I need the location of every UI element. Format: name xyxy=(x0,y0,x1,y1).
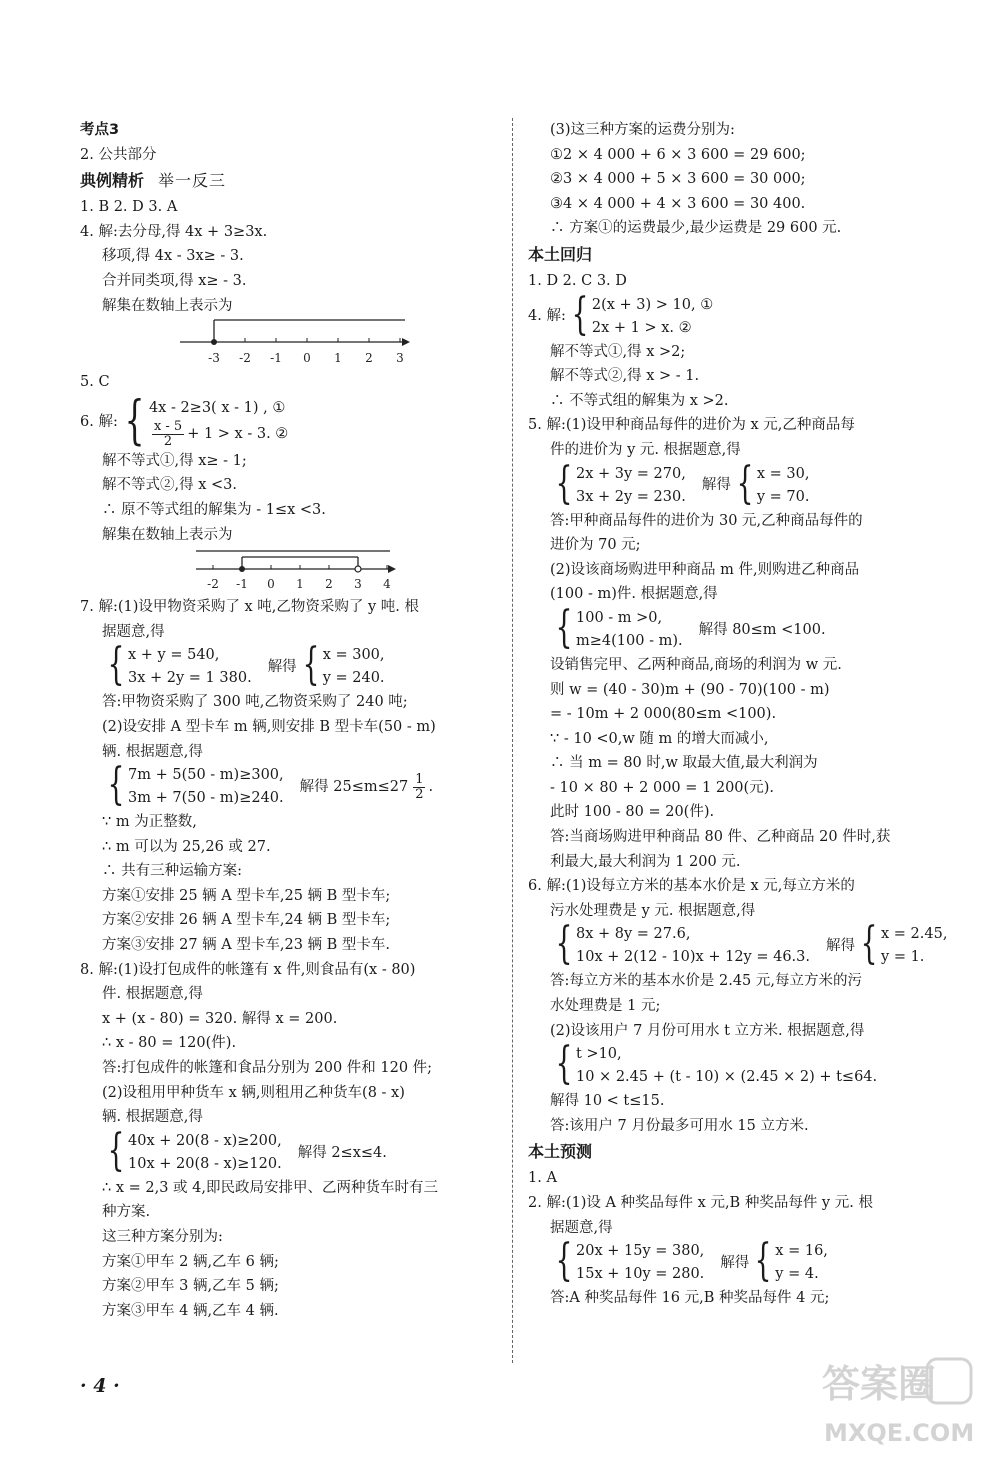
q5-line: 则 w = (40 - 30)m + (90 - 70)(100 - m) xyxy=(550,681,830,698)
q6-ineq-1: 4x - 2≥3( x - 1) , ① xyxy=(148,399,286,416)
q8-line: 种方案. xyxy=(102,1204,151,1221)
q5-line: - 10 × 80 + 2 000 = 1 200(元). xyxy=(550,779,774,796)
q6-line: 解集在数轴上表示为 xyxy=(102,526,233,543)
q7-line: 据题意,得 xyxy=(102,623,165,640)
tick-label: -3 xyxy=(208,351,220,366)
watermark-url: MXQE.COM xyxy=(824,1419,975,1447)
q8-line: (2)设租用甲种货车 x 辆,则租用乙种货车(8 - x) xyxy=(102,1084,405,1101)
q7-line: 7. 解:(1)设甲物资采购了 x 吨,乙物资采购了 y 吨. 根 xyxy=(80,599,419,616)
q5-line: ∵ - 10 <0,w 随 m 的增大而减小, xyxy=(550,730,769,747)
q5-line: = - 10m + 2 000(80≤m <100). xyxy=(550,706,777,723)
number-line-1 xyxy=(80,318,500,370)
q7-line: ∵ m 为正整数, xyxy=(102,814,197,831)
r0-line: ∴ 方案①的运费最少,最少运费是 29 600 元. xyxy=(550,220,842,237)
r0-line: ①2 × 4 000 + 6 × 3 600 = 29 600; xyxy=(550,146,806,163)
left-column xyxy=(80,118,500,1323)
q7-system: { x + y = 540, 3x + 2y = 1 380. 解得 { x = 300, y = 240. xyxy=(107,639,385,691)
q5-line: 答:甲种商品每件的进价为 30 元,乙种商品每件的 xyxy=(550,512,863,529)
gonggong-line: 2. 公共部分 xyxy=(80,146,157,163)
q5-line: (100 - m)件. 根据题意,得 xyxy=(550,586,718,603)
q8-line: 辆. 根据题意,得 xyxy=(102,1109,203,1126)
tick-label: -1 xyxy=(270,351,282,366)
q7-line: 方案③安排 27 辆 A 型卡车,23 辆 B 型卡车. xyxy=(102,937,391,954)
q5-line: ∴ 当 m = 80 时,w 取最大值,最大利润为 xyxy=(550,755,818,772)
q4-line: 解集在数轴上表示为 xyxy=(102,297,233,314)
column-divider xyxy=(512,118,513,1363)
q5-line: 进价为 70 元; xyxy=(550,537,641,554)
tick-label: 0 xyxy=(267,577,275,592)
q6-line: 答:该用户 7 月份最多可用水 15 立方米. xyxy=(550,1117,809,1134)
yuce-line: 据题意,得 xyxy=(550,1219,613,1236)
q6-line: 水处理费是 1 元; xyxy=(550,998,661,1015)
tick-label: 4 xyxy=(383,577,391,592)
q5-system-2: { 100 - m >0, m≥4(100 - m). 解得 80≤m <100. xyxy=(555,601,826,653)
q8-line: 这三种方案分别为: xyxy=(102,1229,223,1245)
q6-ineq-2: + 1 > x - 3. ② xyxy=(187,425,289,442)
section-heading-bentu-huigui: 本土回归 xyxy=(528,244,593,264)
kaodian-heading: 考点3 xyxy=(80,122,120,138)
number-line-2 xyxy=(80,547,500,595)
tick-label: 0 xyxy=(303,351,311,366)
q5-line: 答:当商场购进甲种商品 80 件、乙种商品 20 件时,获 xyxy=(550,829,891,846)
tick-label: 2 xyxy=(325,577,333,592)
q6-line: ∴ 原不等式组的解集为 - 1≤x <3. xyxy=(102,501,326,518)
yuce-system: { 20x + 15y = 380, 15x + 10y = 280. 解得 { x = 16, y = 4. xyxy=(555,1235,828,1287)
q5-line: 5. C xyxy=(80,374,110,391)
q8-line: 方案③甲车 4 辆,乙车 4 辆. xyxy=(102,1302,279,1319)
q8-line: 方案①甲车 2 辆,乙车 6 辆; xyxy=(102,1253,279,1270)
q8-line: 8. 解:(1)设打包成件的帐篷有 x 件,则食品有(x - 80) xyxy=(80,961,416,978)
section-heading-bentu-yuce: 本土预测 xyxy=(528,1142,593,1162)
watermark-logo xyxy=(812,1353,982,1453)
q5-line: (2)设该商场购进甲种商品 m 件,则购进乙种商品 xyxy=(550,561,860,578)
r0-line: ③4 × 4 000 + 4 × 3 600 = 30 400. xyxy=(550,195,806,212)
answer-line: 1. B 2. D 3. A xyxy=(80,199,178,216)
q8-line: 答:打包成件的帐篷和食品分别为 200 件和 120 件; xyxy=(102,1060,433,1077)
q6-line: 解不等式①,得 x≥ - 1; xyxy=(102,452,247,469)
section-heading-dianli: 典例精析 举一反三 xyxy=(80,171,227,191)
q8-line: ∴ x = 2,3 或 4,即民政局安排甲、乙两种货车时有三 xyxy=(102,1179,438,1196)
tick-label: 1 xyxy=(296,577,304,592)
right-column xyxy=(528,118,968,1311)
tick-label: 3 xyxy=(354,577,362,592)
q5-line: 设销售完甲、乙两种商品,商场的利润为 w 元. xyxy=(550,656,842,673)
q8-line: x + (x - 80) = 320. 解得 x = 200. xyxy=(102,1010,338,1027)
q8-system: { 40x + 20(8 - x)≥200, 10x + 20(8 - x)≥120. 解得 2≤x≤4. xyxy=(107,1124,387,1176)
q6-system-2: { t >10, 10 × 2.45 + (t - 10) × (2.45 × 2) + t≤64. xyxy=(555,1038,878,1090)
q4-line: ∴ 不等式组的解集为 x >2. xyxy=(550,392,729,409)
q6-system: 6. 解: { 4x - 2≥3( x - 1) , ① $\frac{x - 5}{2}$ + 1 > x - 3. ② xyxy=(80,390,289,451)
yuce-line: 2. 解:(1)设 A 种奖品每件 x 元,B 种奖品每件 y 元. 根 xyxy=(528,1195,873,1211)
q6-system: { 8x + 8y = 27.6, 10x + 2(12 - 10)x + 12y = 46.3. 解得 { x = 2.45, y = 1. xyxy=(555,918,948,970)
q7-line: 辆. 根据题意,得 xyxy=(102,743,203,760)
q7-line: 方案①安排 25 辆 A 型卡车,25 辆 B 型卡车; xyxy=(102,887,391,904)
tick-label: -2 xyxy=(239,351,251,366)
yuce-line: 1. A xyxy=(528,1170,557,1187)
q7-line: 方案②安排 26 辆 A 型卡车,24 辆 B 型卡车; xyxy=(102,912,391,929)
q7-system-2: { 7m + 5(50 - m)≥300, 3m + 7(50 - m)≥240. 解得 25≤m≤27 $\frac{1}{2}$ . xyxy=(107,759,434,811)
q8-line: ∴ x - 80 = 120(件). xyxy=(102,1035,237,1052)
tick-label: 1 xyxy=(334,351,342,366)
q6-line: (2)设该用户 7 月份可用水 t 立方米. 根据题意,得 xyxy=(550,1022,865,1039)
q5-line: 利最大,最大利润为 1 200 元. xyxy=(550,853,741,870)
q5-line: 5. 解:(1)设甲种商品每件的进价为 x 元,乙种商品每 xyxy=(528,417,855,434)
answer-line: 1. D 2. C 3. D xyxy=(528,272,627,289)
tick-label: -2 xyxy=(207,577,219,592)
q8-line: 件. 根据题意,得 xyxy=(102,986,203,1003)
q4-line: 解不等式①,得 x >2; xyxy=(550,343,686,360)
q4-line: 4. 解:去分母,得 4x + 3≥3x. xyxy=(80,223,268,240)
q6-line: 污水处理费是 y 元. 根据题意,得 xyxy=(550,902,756,919)
q5-line: 此时 100 - 80 = 20(件). xyxy=(550,804,715,821)
q6-line: 6. 解:(1)设每立方米的基本水价是 x 元,每立方米的 xyxy=(528,878,855,895)
tick-label: 2 xyxy=(365,351,373,366)
q7-line: 答:甲物资采购了 300 吨,乙物资采购了 240 吨; xyxy=(102,694,408,711)
q7-line: (2)设安排 A 型卡车 m 辆,则安排 B 型卡车(50 - m) xyxy=(102,718,436,735)
q8-line: 方案②甲车 3 辆,乙车 5 辆; xyxy=(102,1278,279,1295)
q4-system: 4. 解: { 2(x + 3) > 10, ① 2x + 1 > x. ② xyxy=(528,288,714,340)
tick-label: -1 xyxy=(236,577,248,592)
yuce-line: 答:A 种奖品每件 16 元,B 种奖品每件 4 元; xyxy=(550,1290,830,1307)
q6-line: 答:每立方米的基本水价是 2.45 元,每立方米的污 xyxy=(550,973,862,990)
q5-system: { 2x + 3y = 270, 3x + 2y = 230. 解得 { x = 30, y = 70. xyxy=(555,457,810,509)
q7-line: ∴ m 可以为 25,26 或 27. xyxy=(102,838,271,855)
r0-line: ②3 × 4 000 + 5 × 3 600 = 30 000; xyxy=(550,171,806,188)
q7-line: ∴ 共有三种运输方案: xyxy=(102,863,242,880)
r0-line: (3)这三种方案的运费分别为: xyxy=(550,122,735,138)
q5-line: 件的进价为 y 元. 根据题意,得 xyxy=(550,441,741,458)
q6-line: 解不等式②,得 x <3. xyxy=(102,477,237,494)
page-number: · 4 · xyxy=(80,1375,120,1397)
q4-line: 移项,得 4x - 3x≥ - 3. xyxy=(102,248,244,265)
q6-line: 解得 10 < t≤15. xyxy=(550,1093,665,1110)
tick-label: 3 xyxy=(396,351,404,366)
q4-line: 解不等式②,得 x > - 1. xyxy=(550,368,700,385)
q4-line: 合并同类项,得 x≥ - 3. xyxy=(102,272,247,289)
watermark-text: 答案圈 xyxy=(822,1362,937,1406)
